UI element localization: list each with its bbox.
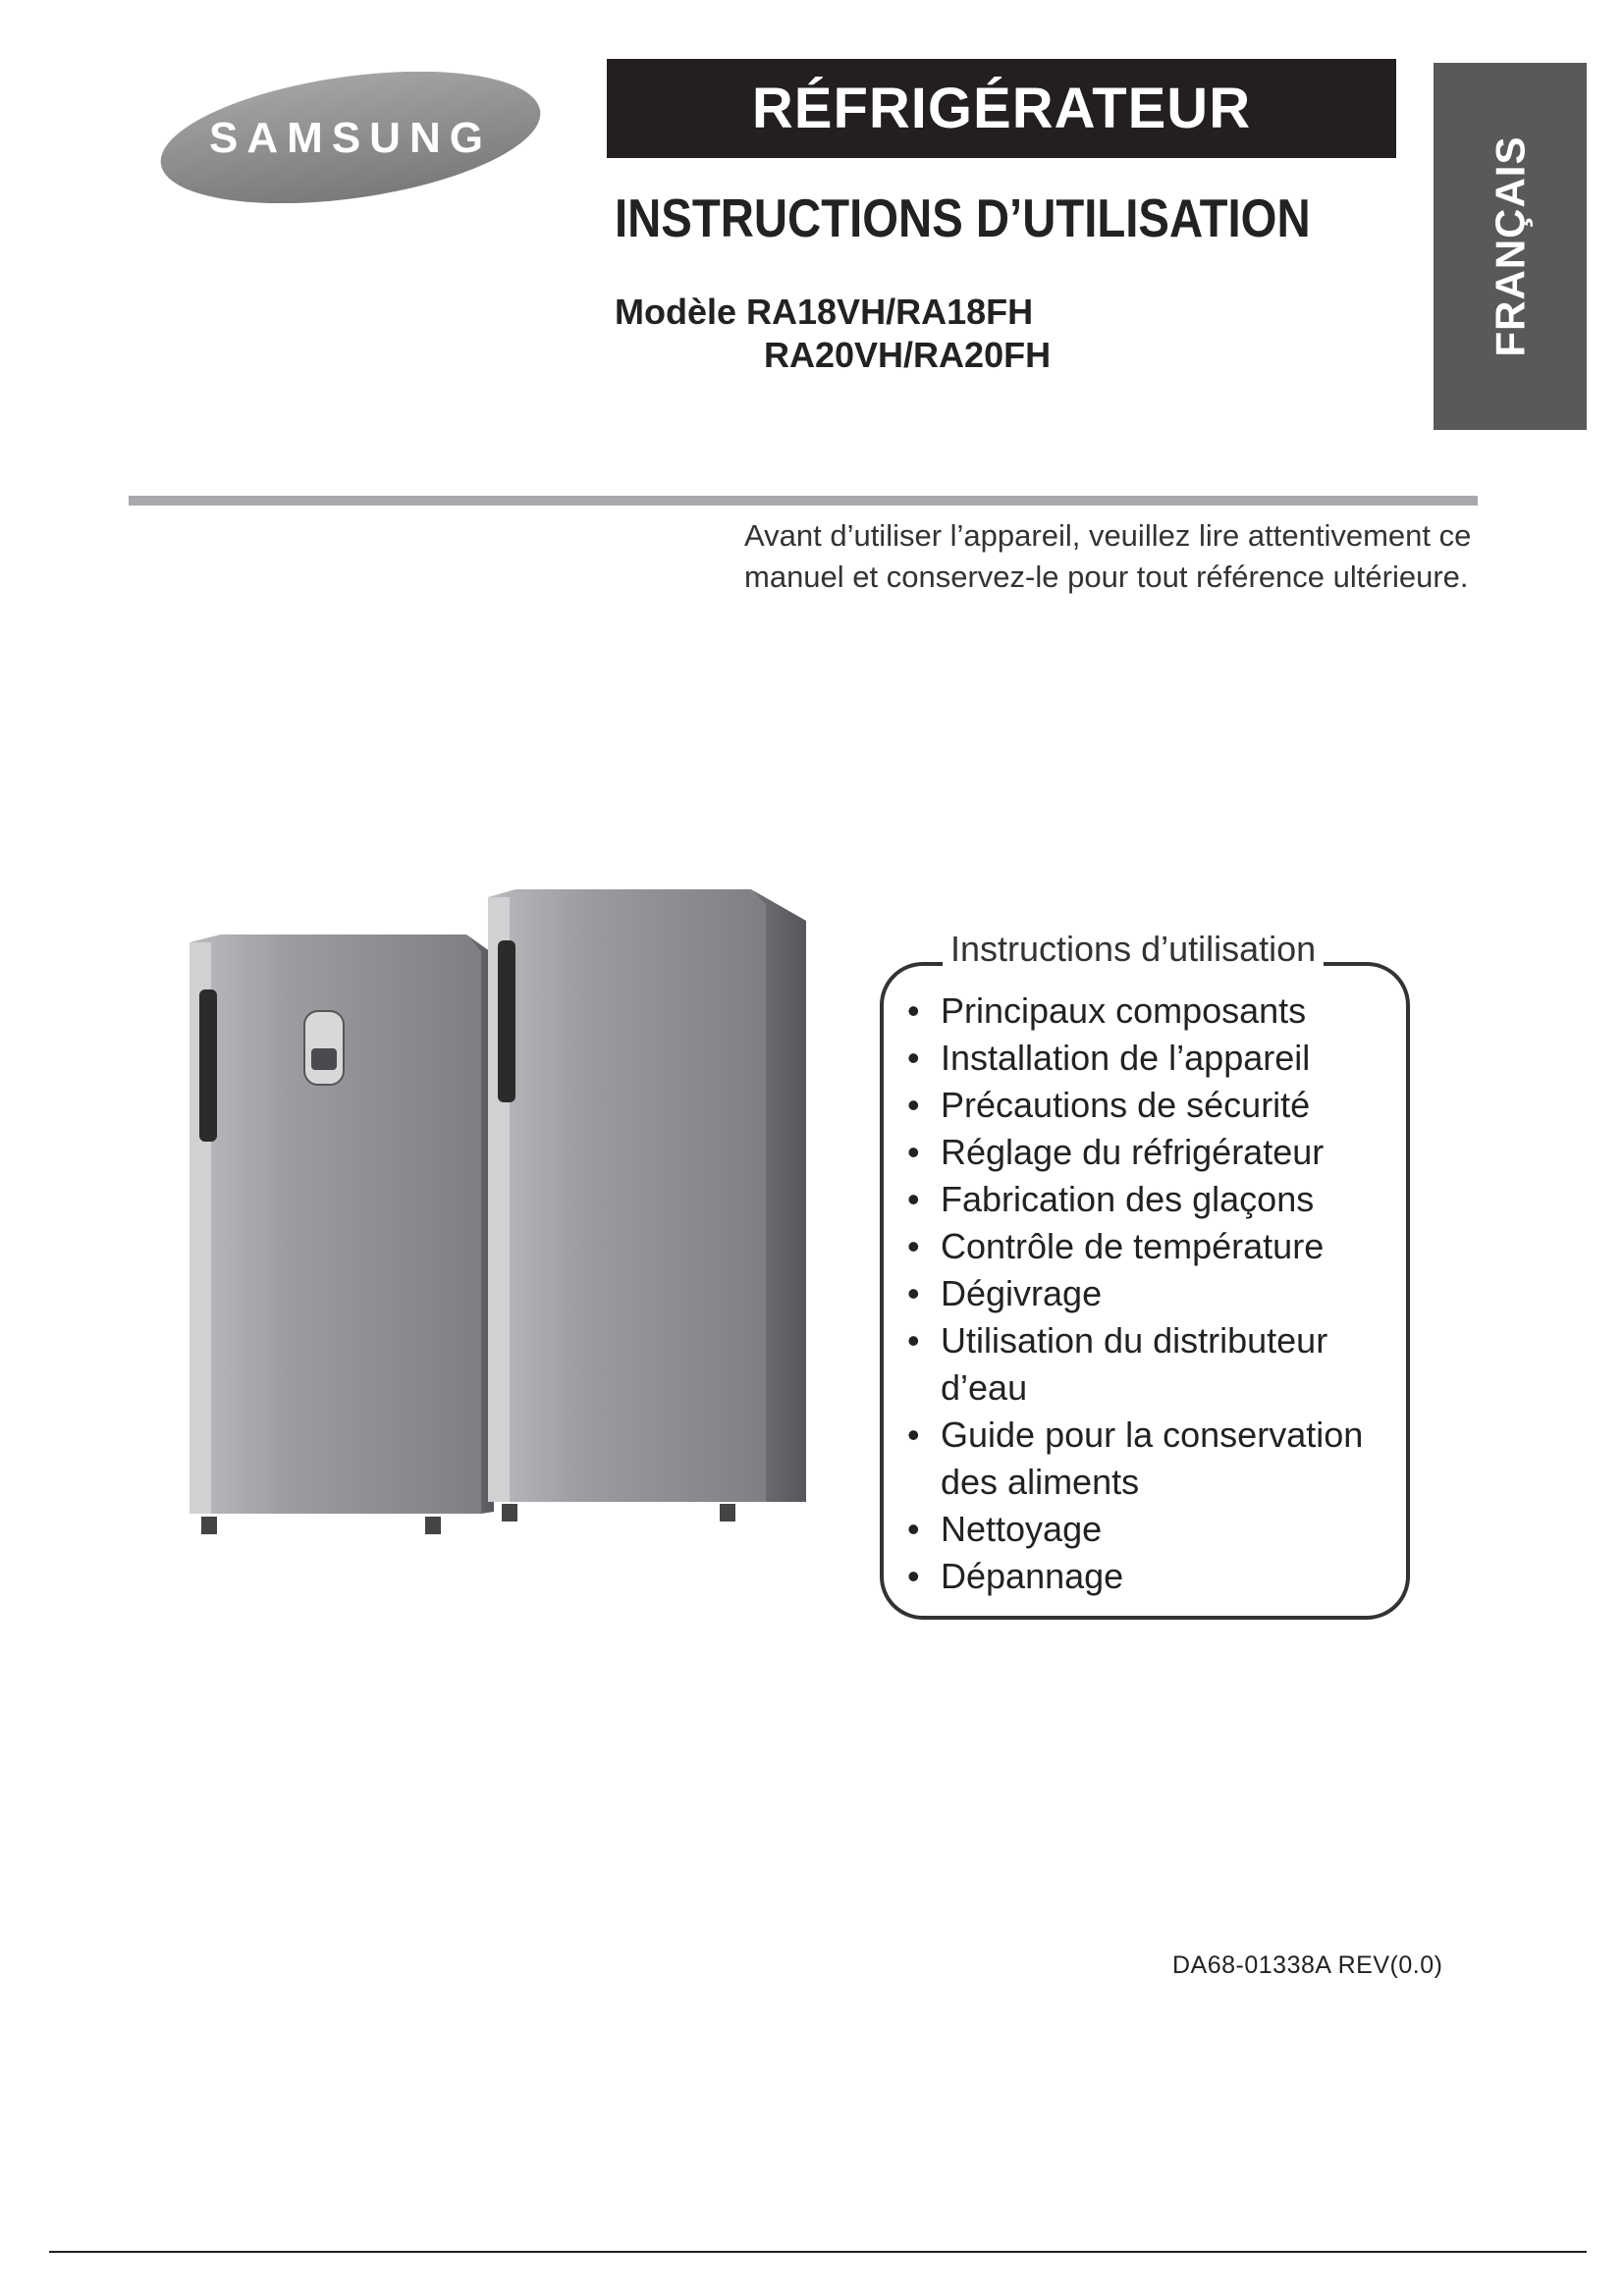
document-code: DA68-01338A REV(0.0): [1172, 1951, 1443, 1979]
toc-item-line: Contrôle de température: [941, 1226, 1325, 1266]
toc-title: Instructions d’utilisation: [943, 929, 1324, 970]
toc-item-line: des aliments: [941, 1462, 1140, 1502]
toc-item: [907, 1035, 1363, 1082]
bullet-icon: •: [907, 1415, 920, 1455]
instructions-heading: INSTRUCTIONS D’UTILISATION: [615, 187, 1311, 248]
bullet-icon: •: [907, 1509, 920, 1549]
bullet-icon: •: [907, 1085, 920, 1125]
toc-item-text: [941, 1553, 1123, 1600]
toc-item-text: [941, 1035, 1310, 1082]
bullet-icon: •: [907, 1179, 920, 1219]
toc-item: [907, 988, 1363, 1035]
product-title-bar: [607, 59, 1396, 158]
toc-item: [907, 1412, 1363, 1506]
bullet-icon: •: [907, 1273, 920, 1313]
toc-item-line: Guide pour la conservation: [941, 1415, 1364, 1455]
footer-divider: [49, 2251, 1587, 2253]
toc-item-line: Fabrication des glaçons: [941, 1179, 1315, 1219]
toc-item-line: Nettoyage: [941, 1509, 1103, 1549]
toc-item: [907, 1082, 1363, 1129]
toc-item-line: Dépannage: [941, 1556, 1124, 1596]
toc-item-line: Dégivrage: [941, 1273, 1103, 1313]
toc-item-line: d’eau: [941, 1367, 1028, 1408]
toc-list: [907, 988, 1363, 1600]
bullet-icon: •: [907, 1038, 920, 1078]
toc-item: [907, 1129, 1363, 1176]
bullet-icon: •: [907, 1556, 920, 1596]
model-line-1: Modèle RA18VH/RA18FH: [615, 292, 1034, 332]
product-title: RÉFRIGÉRATEUR: [751, 77, 1252, 140]
toc-item-text: [941, 1082, 1310, 1129]
header-divider: [129, 496, 1478, 506]
toc-item-text: [941, 1223, 1324, 1270]
bullet-icon: •: [907, 1320, 920, 1361]
toc-item-text: [941, 1129, 1324, 1176]
refrigerators-illustration: [182, 883, 820, 1561]
intro-paragraph: Avant d’utiliser l’appareil, veuillez lire attentivement ce manuel et conservez-le pour tout référence ultérieure.: [744, 518, 1472, 594]
bullet-icon: •: [907, 990, 920, 1031]
toc-item-text: [941, 1317, 1327, 1412]
toc-item-text: [941, 988, 1306, 1035]
toc-item-text: [941, 1412, 1363, 1506]
toc-item: [907, 1270, 1363, 1317]
samsung-logo: [157, 72, 544, 203]
toc-item: [907, 1317, 1363, 1412]
language-tab: [1434, 63, 1587, 430]
toc-item-text: [941, 1506, 1102, 1553]
model-line-2: RA20VH/RA20FH: [764, 335, 1052, 375]
toc-item-line: Précautions de sécurité: [941, 1085, 1311, 1125]
toc-item-line: Principaux composants: [941, 990, 1307, 1031]
toc-item-text: [941, 1176, 1314, 1223]
toc-item-text: [941, 1270, 1102, 1317]
toc-item-line: Installation de l’appareil: [941, 1038, 1311, 1078]
toc-item-line: Utilisation du distributeur: [941, 1320, 1328, 1361]
bullet-icon: •: [907, 1132, 920, 1172]
toc-item: [907, 1176, 1363, 1223]
svg-text:SAMSUNG: SAMSUNG: [209, 114, 492, 162]
toc-item: [907, 1553, 1363, 1600]
toc-item: [907, 1506, 1363, 1553]
model-numbers: [615, 291, 1051, 377]
bullet-icon: •: [907, 1226, 920, 1266]
language-label: FRANÇAIS: [1487, 135, 1533, 357]
toc-item: [907, 1223, 1363, 1270]
toc-item-line: Réglage du réfrigérateur: [941, 1132, 1325, 1172]
